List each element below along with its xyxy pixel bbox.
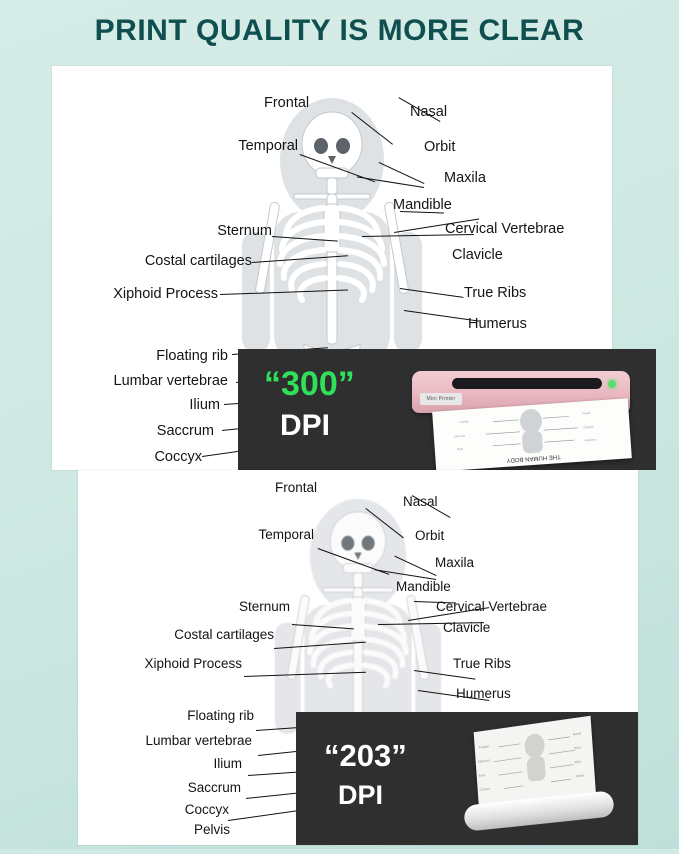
label-ilium: Ilium bbox=[189, 397, 220, 413]
svg-text:Ilium: Ilium bbox=[478, 773, 486, 778]
label-saccrum: Saccrum bbox=[187, 780, 241, 795]
label-pelvis: Pelvis bbox=[193, 822, 230, 837]
svg-text:Orbit: Orbit bbox=[573, 745, 581, 751]
svg-text:Humerus: Humerus bbox=[584, 437, 597, 443]
label-true-ribs: True Ribs bbox=[453, 656, 512, 671]
printed-sheet-title: THE HUMAN BODY bbox=[506, 453, 561, 463]
label-mandible: Mandible bbox=[396, 579, 451, 594]
thermal-paper-photo bbox=[446, 720, 631, 840]
svg-text:Sternum: Sternum bbox=[477, 758, 490, 764]
label-xiphoid-process: Xiphoid Process bbox=[113, 286, 218, 302]
label-humerus: Humerus bbox=[468, 316, 527, 332]
label-floating-rib: Floating rib bbox=[187, 708, 254, 723]
svg-text:Frontal: Frontal bbox=[458, 419, 469, 425]
svg-text:Ilium: Ilium bbox=[456, 446, 464, 452]
label-saccrum: Saccrum bbox=[156, 423, 214, 439]
label-orbit: Orbit bbox=[415, 528, 445, 543]
label-sternum: Sternum bbox=[238, 599, 290, 614]
label-humerus: Humerus bbox=[456, 686, 511, 701]
label-temporal: Temporal bbox=[258, 527, 314, 542]
printer-photo bbox=[398, 361, 648, 469]
label-cervical-vertebrae: Cervical Vertebrae bbox=[436, 599, 548, 614]
label-costal-cartilages: Costal cartilages bbox=[174, 627, 274, 642]
label-mandible: Mandible bbox=[393, 197, 452, 213]
label-clavicle: Clavicle bbox=[452, 247, 503, 263]
printer-brand-badge: Mini Printer bbox=[420, 393, 462, 405]
dpi-unit-203: DPI bbox=[338, 780, 384, 810]
label-clavicle: Clavicle bbox=[443, 620, 491, 635]
label-cervical-vertebrae: Cervical Vertebrae bbox=[445, 221, 565, 237]
page-title: PRINT QUALITY IS MORE CLEAR bbox=[94, 14, 585, 47]
svg-text:Clavicle: Clavicle bbox=[583, 424, 595, 430]
svg-text:Frontal: Frontal bbox=[478, 744, 489, 750]
label-coccyx: Coccyx bbox=[154, 449, 202, 465]
label-costal-cartilages: Costal cartilages bbox=[144, 253, 252, 269]
label-nasal: Nasal bbox=[410, 104, 448, 120]
dpi-banner-203 bbox=[296, 712, 638, 845]
printer-paper-slot bbox=[452, 378, 602, 389]
printed-sheet-300dpi bbox=[432, 398, 632, 472]
label-temporal: Temporal bbox=[238, 138, 298, 154]
svg-text:Nasal: Nasal bbox=[582, 410, 591, 416]
svg-text:Sternum: Sternum bbox=[453, 433, 466, 439]
svg-text:Pelvis: Pelvis bbox=[575, 773, 585, 779]
label-lumbar-vertebrae: Lumbar vertebrae bbox=[145, 733, 252, 748]
label-frontal: Frontal bbox=[264, 95, 310, 111]
dpi-unit-300: DPI bbox=[280, 409, 331, 442]
label-floating-rib: Floating rib bbox=[156, 348, 228, 364]
power-led-icon bbox=[608, 380, 616, 388]
label-orbit: Orbit bbox=[424, 139, 456, 155]
label-ilium: Ilium bbox=[213, 756, 242, 771]
svg-text:Ribs: Ribs bbox=[574, 759, 582, 765]
label-frontal: Frontal bbox=[275, 480, 318, 495]
label-sternum: Sternum bbox=[217, 223, 272, 239]
label-nasal: Nasal bbox=[403, 494, 438, 509]
svg-text:Coccyx: Coccyx bbox=[479, 786, 491, 792]
label-true-ribs: True Ribs bbox=[464, 285, 527, 301]
dpi-value-300: “300” bbox=[264, 365, 355, 403]
dpi-banner-300 bbox=[238, 349, 656, 470]
label-coccyx: Coccyx bbox=[184, 802, 229, 817]
label-maxila: Maxila bbox=[435, 555, 475, 570]
dpi-value-203: “203” bbox=[324, 738, 407, 773]
label-lumbar-vertebrae: Lumbar vertebrae bbox=[113, 373, 228, 389]
svg-text:Nasal: Nasal bbox=[572, 731, 581, 737]
label-xiphoid-process: Xiphoid Process bbox=[144, 656, 242, 671]
label-maxila: Maxila bbox=[444, 170, 486, 186]
